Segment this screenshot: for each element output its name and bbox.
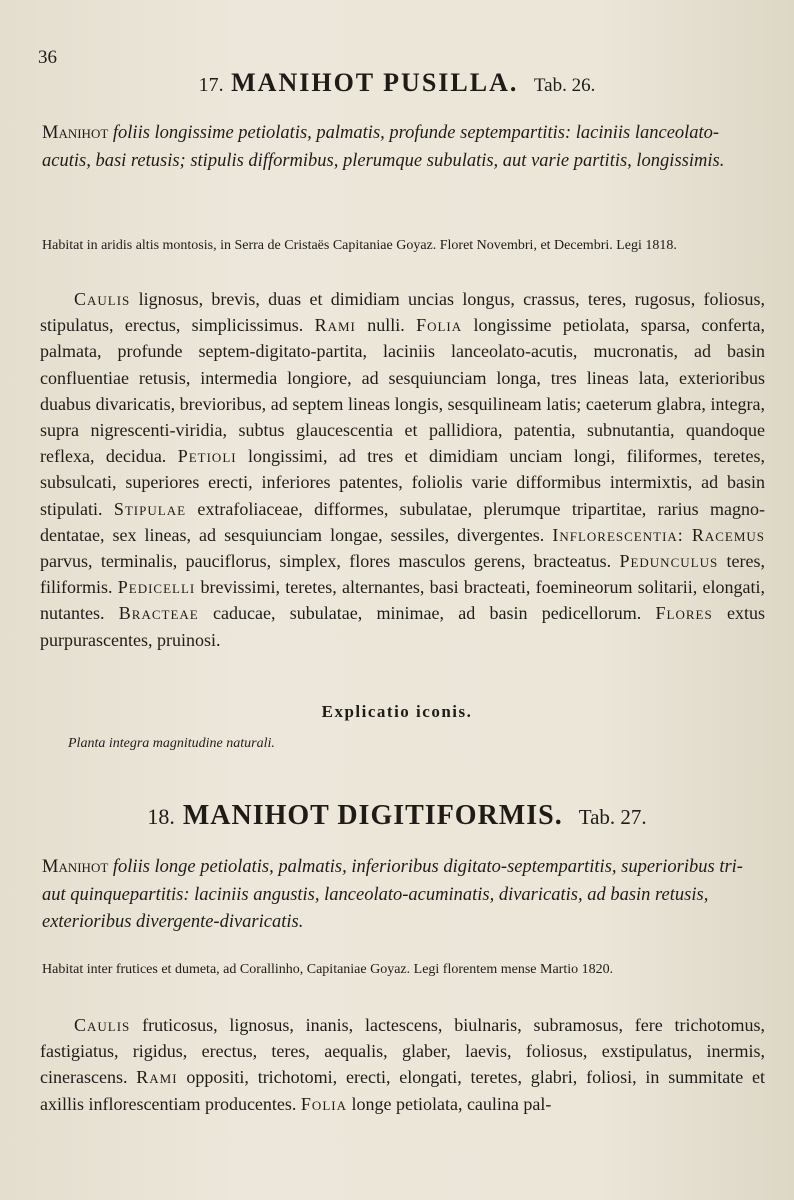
diagnosis-17 xyxy=(42,120,764,175)
racemus-label: Racemus xyxy=(691,524,766,545)
habitat-17: Habitat in aridis altis montosis, in Serra de Cristaës Capitaniae Goyaz. Floret Novembri, et Decembri. Legi 1818. xyxy=(42,238,677,253)
plate-reference: Tab. 27. xyxy=(578,805,647,829)
bracteae-text: caducae, subulatae, minimae, ad basin pedicellorum. xyxy=(213,603,642,624)
petioli-label: Petioli xyxy=(177,446,237,467)
pedunculus-text: teres, filiformis. xyxy=(40,551,765,598)
habitat-18: Habitat inter frutices et dumeta, ad Corallinho, Capitaniae Goyaz. Legi florentem mense Martio 1820. xyxy=(42,962,614,977)
pedicelli-text: brevissimi, teretes, alternantes, basi bracteati, foemineorum solitarii, elongati, nutantes. xyxy=(40,577,766,624)
description-18 xyxy=(40,1012,765,1117)
stipulae-label: Stipulae xyxy=(113,498,187,519)
flores-label: Flores xyxy=(655,603,713,624)
flores-text: extus purpurascentes, pruinosi. xyxy=(40,603,766,650)
folia-text: longissime petiolata, sparsa, conferta, palmata, profunde septem-digitato-partita, laciniis lanceolato-acutis, mucronatis, ad basin confluentiae retusis, intermedia longiore, ad sesquiunciam longa, tres lineas lata, exterioribus duabus divaricatis, brevioribus, ad septem lineas longis, sesquilineam latis; caeterum glabra, integra, supra nigrescenti-viridia, subtus glaucescentia et pallidiora, patentia, subnutantia, quandoque reflexa, decidua. xyxy=(40,315,765,467)
inflorescentia-label: Inflorescentia: xyxy=(552,524,684,545)
pedunculus-label: Pedunculus xyxy=(619,551,719,572)
plate-caption: Planta integra magnitudine naturali. xyxy=(68,736,275,751)
species-number: 17. xyxy=(198,74,224,96)
caulis-label: Caulis xyxy=(74,289,131,309)
rami-text: nulli. xyxy=(367,315,405,336)
folia-label: Folia xyxy=(300,1093,347,1114)
diagnosis-genus: Manihot xyxy=(42,857,109,877)
pedicelli-label: Pedicelli xyxy=(117,577,196,598)
species-name: MANIHOT DIGITIFORMIS. xyxy=(182,800,563,831)
petioli-text: longissimi, ad tres et dimidiam unciam longi, filiformes, teretes, subsulcati, superiores erecti, inferiores patentes, foliolis varie difformibus intermixtis, ad basin stipulati. xyxy=(40,446,765,519)
caulis-text: fruticosus, lignosus, inanis, lactescens, biulnaris, subramosus, fere trichotomus, fastigiatus, rigidus, erectus, teres, aequalis, glaber, laevis, foliosus, exstipulatus, inermis, cinerascens. xyxy=(40,1015,766,1088)
racemus-text: parvus, terminalis, pauciflorus, simplex, flores masculos gerens, bracteatus. xyxy=(40,551,612,572)
diagnosis-text: foliis longe petiolatis, palmatis, inferioribus digitato-septempartitis, superioribus tri- aut quinquepartitis: laciniis angustis, lanceolato-acuminatis, divaricatis, ad basin retusis, exterioribus divergente-divaricatis. xyxy=(42,857,743,932)
caulis-label: Caulis xyxy=(74,1015,131,1035)
diagnosis-genus: Manihot xyxy=(42,123,109,143)
stipulae-text: extrafoliaceae, difformes, subulatae, plerumque tripartitae, rarius magno-dentatae, sex lineas, ad sesquiunciam longae, sessiles, divergentes. xyxy=(40,498,765,545)
species-number: 18. xyxy=(147,804,175,829)
description-17 xyxy=(40,286,765,653)
diagnosis-18 xyxy=(42,854,764,937)
rami-label: Rami xyxy=(314,315,356,336)
folia-text: longe petiolata, caulina pal- xyxy=(351,1093,552,1114)
diagnosis-text: foliis longissime petiolatis, palmatis, profunde septempartitis: laciniis lanceolato-acutis, basi retusis; stipulis difformibus, plerumque subulatis, aut varie partitis, longissimis. xyxy=(42,123,725,171)
rami-label: Rami xyxy=(136,1067,178,1088)
species-heading-18 xyxy=(0,800,794,832)
rami-text: oppositi, trichotomi, erecti, elongati, teretes, glabri, foliosi, in summitate et axillis inflorescentiam producentes. xyxy=(40,1067,766,1114)
page-number: 36 xyxy=(38,47,57,68)
plate-reference: Tab. 26. xyxy=(533,75,596,96)
caulis-text: lignosus, brevis, duas et dimidiam uncias longus, crassus, teres, rugosus, foliosus, stipulatus, erectus, simplicissimus. xyxy=(40,289,765,336)
bracteae-label: Bracteae xyxy=(118,603,199,624)
folia-label: Folia xyxy=(416,315,463,336)
species-heading-17 xyxy=(0,68,794,98)
explicatio-heading: Explicatio iconis. xyxy=(321,702,473,721)
species-name: MANIHOT PUSILLA. xyxy=(231,68,519,97)
